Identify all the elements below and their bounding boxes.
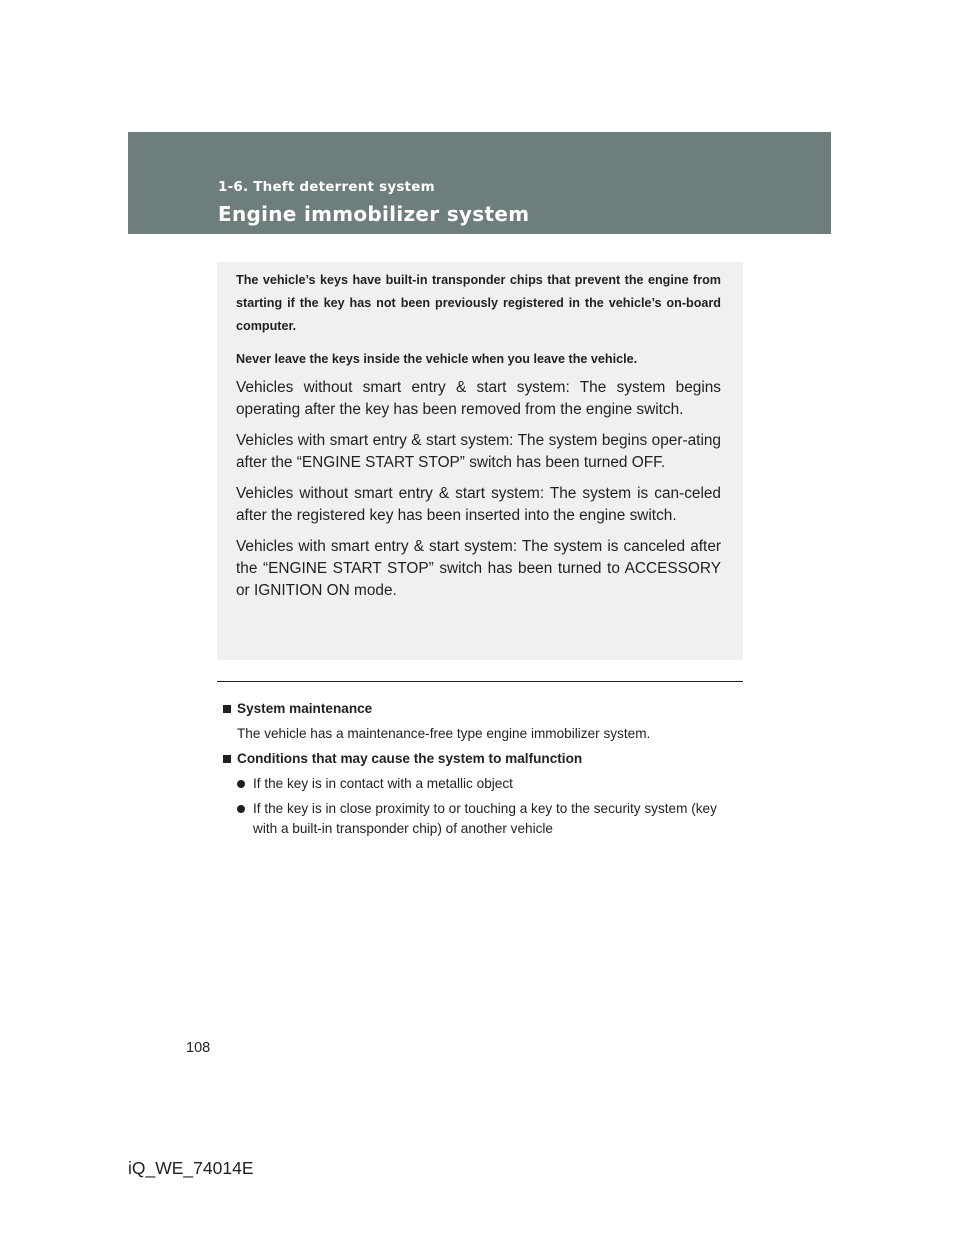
document-code: iQ_WE_74014E [128,1158,254,1178]
list-item-text: If the key is in contact with a metallic object [253,776,513,791]
section-divider [217,681,743,682]
section-label: 1-6. Theft deterrent system [218,179,435,195]
list-item [223,799,743,839]
square-bullet-icon [223,755,231,763]
summary-paragraph: Vehicles with smart entry & start system: The system begins oper-ating after the “ENGINE START STOP” switch has been turned OFF. [236,432,721,471]
summary-paragraph: Vehicles without smart entry & start system: The system is can-celed after the registered key has been inserted into the engine switch. [236,485,721,524]
round-bullet-icon [237,780,245,788]
notes-section [223,699,743,839]
note-heading [223,749,743,769]
list-item-text: If the key is in close proximity to or touching a key to the security system (key with a built-in transponder chip) of another vehicle [253,801,717,836]
summary-bold-paragraph: The vehicle’s keys have built-in transponder chips that prevent the engine from starting if the key has not been previously registered in the vehicle’s on-board computer. [236,273,721,333]
note-heading [223,699,743,719]
list-item [223,774,743,794]
summary-paragraph: Vehicles with smart entry & start system: The system is canceled after the “ENGINE START STOP” switch has been turned to ACCESSORY or IGNITION ON mode. [236,538,721,599]
square-bullet-icon [223,705,231,713]
round-bullet-icon [237,805,245,813]
summary-warning-paragraph: Never leave the keys inside the vehicle when you leave the vehicle. [236,352,638,366]
summary-paragraph: Vehicles without smart entry & start system: The system begins operating after the key has been removed from the engine switch. [236,379,721,418]
summary-box [217,262,743,660]
section-header [128,132,831,234]
note-heading-text: Conditions that may cause the system to malfunction [237,751,583,766]
page-number: 108 [186,1040,211,1056]
note-heading-text: System maintenance [237,701,373,716]
page-title: Engine immobilizer system [218,202,530,226]
note-body: The vehicle has a maintenance-free type engine immobilizer system. [237,726,651,741]
